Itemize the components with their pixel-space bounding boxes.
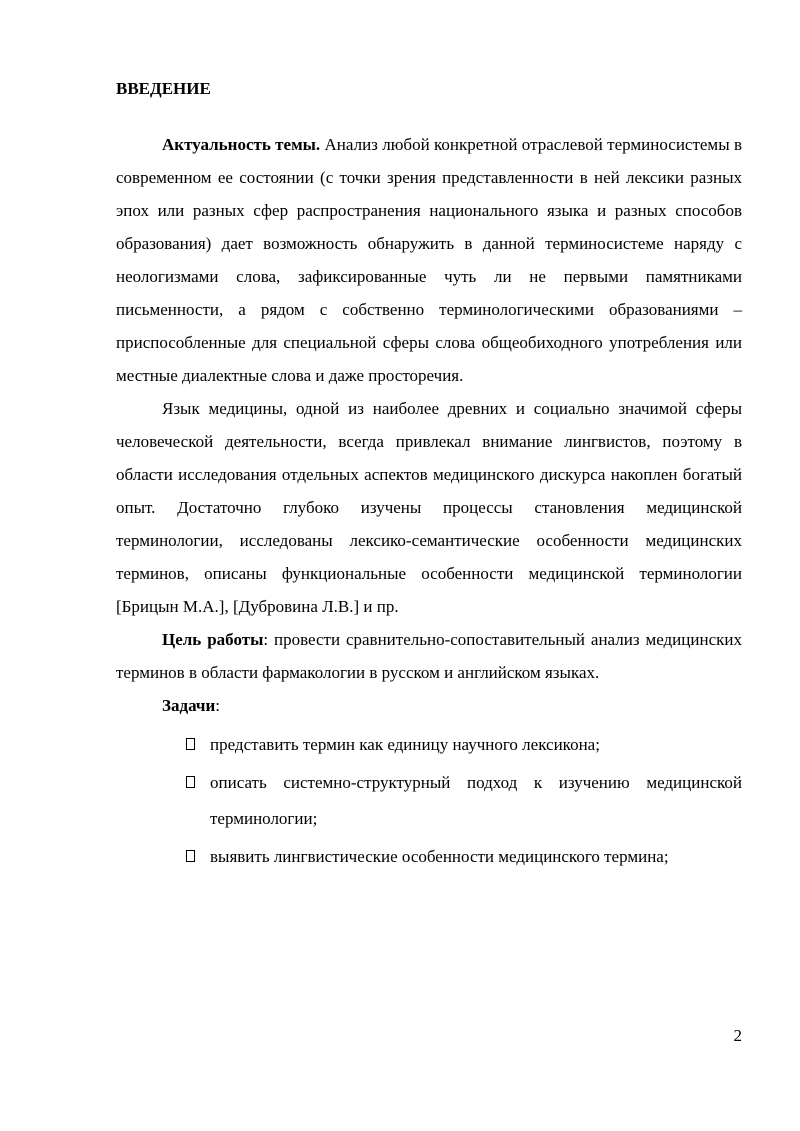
- relevance-lead: Актуальность темы.: [162, 135, 321, 154]
- bullet-box-icon: [186, 776, 195, 788]
- list-item: [116, 839, 742, 875]
- goal-lead: Цель работы: [162, 630, 264, 649]
- list-item: [116, 765, 742, 837]
- paragraph-relevance: [116, 128, 742, 392]
- section-heading: ВВЕДЕНИЕ: [116, 79, 211, 98]
- task-text: выявить лингвистические особенности медицинского термина;: [210, 847, 669, 866]
- task-text: представить термин как единицу научного лексикона;: [210, 735, 600, 754]
- paragraph-medical-language: Язык медицины, одной из наиболее древних и социально значимой сферы человеческой деятельности, всегда привлекал внимание лингвистов, поэтому в области исследования отдельных аспектов медицинского дискурса накоплен богатый опыт. Достаточно глубоко изучены процессы становления медицинской терминологии, исследованы лексико-семантические особенности медицинских терминов, описаны функциональные особенности медицинской терминологии [Брицын М.А.], [Дубровина Л.В.] и пр.: [116, 399, 742, 616]
- relevance-text: Анализ любой конкретной отраслевой терминосистемы в современном ее состоянии (с точки зрения представленности в ней лексики разных эпох или разных сфер распространения национального языка и разных способов образования) дает возможность обнаружить в данной терминосистеме наряду с неологизмами слова, зафиксированные чуть ли не первыми памятниками письменности, а рядом с собственно терминологическими образованиями – приспособленные для специальной сферы слова общеобиходного употребления или местные диалектные слова и даже просторечия.: [116, 135, 742, 385]
- task-text: описать системно-структурный подход к изучению медицинской терминологии;: [210, 773, 742, 828]
- bullet-box-icon: [186, 850, 195, 862]
- page-number: 2: [733, 1026, 742, 1045]
- tasks-title-colon: :: [215, 696, 221, 715]
- goal-text: : провести сравнительно-сопоставительный анализ медицинских терминов в области фармакологии в русском и английском языках.: [116, 630, 742, 682]
- document-page: [116, 78, 742, 877]
- tasks-list: [116, 727, 742, 875]
- tasks-title: [116, 689, 742, 722]
- list-item: [116, 727, 742, 763]
- tasks-title-label: Задачи: [162, 696, 216, 715]
- paragraph-goal: [116, 623, 742, 689]
- bullet-box-icon: [186, 738, 195, 750]
